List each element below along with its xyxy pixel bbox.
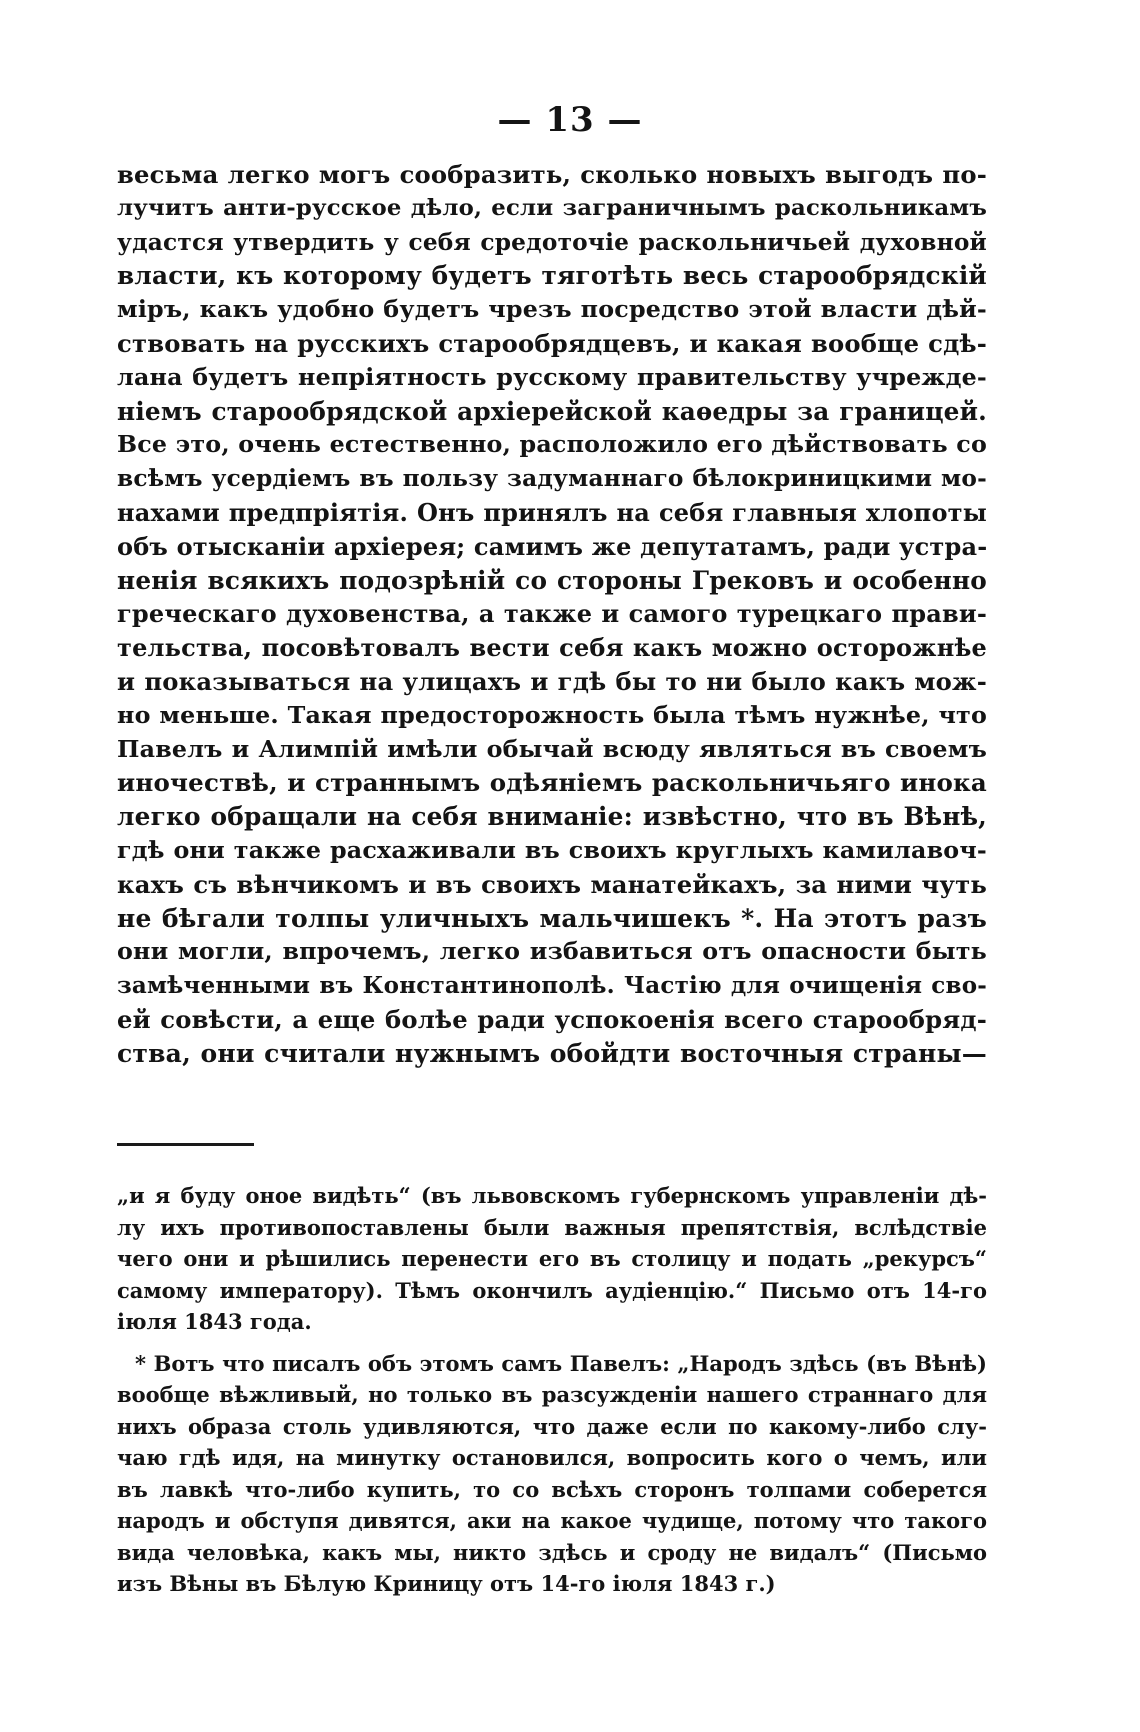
- text-line: греческаго духовенства, а также и самого турецкаго прави-: [117, 599, 987, 629]
- text-line: и показываться на улицахъ и гдѣ бы то ни было какъ мож-: [117, 666, 987, 696]
- footnote-divider: [117, 1143, 254, 1146]
- text-line: но меньше. Такая предосторожность была тѣмъ нужнѣе, что: [117, 700, 987, 729]
- footnote-line: вообще вѣжливый, но только въ разсужденіи нашего страннаго для: [117, 1382, 987, 1407]
- footnote-line: изъ Вѣны въ Бѣлую Криницу отъ 14-го іюля 1843 г.): [117, 1571, 776, 1596]
- text-line: нахами предпріятія. Онъ принялъ на себя главныя хлопоты: [117, 497, 987, 527]
- footnote-line: народъ и обступя дивятся, аки на какое чудище, потому что такого: [117, 1508, 987, 1533]
- text-line: тельства, посовѣтовалъ вести себя какъ можно осторожнѣе: [117, 633, 987, 663]
- footnote-line: нихъ образа столь удивляются, что даже если по какому-либо слу-: [117, 1413, 987, 1439]
- footnote-line: самому императору). Тѣмъ окончилъ аудіенцію.“ Письмо отъ 14-го: [117, 1277, 987, 1303]
- text-line: ства, они считали нужнымъ обойдти восточныя страны—: [117, 1038, 987, 1068]
- text-line: лана будетъ непріятность русскому правительству учрежде-: [117, 362, 987, 391]
- footnote-line: вида человѣка, какъ мы, никто здѣсь и сроду не видалъ“ (Письмо: [117, 1539, 987, 1565]
- footnote-line: * Вотъ что писалъ объ этомъ самъ Павелъ: „Народъ здѣсь (въ Вѣнѣ): [135, 1350, 987, 1376]
- text-line: ненія всякихъ подозрѣній со стороны Грековъ и особенно: [117, 565, 987, 595]
- footnote-line: чаю гдѣ идя, на минутку остановился, вопросить кого о чемъ, или: [117, 1445, 987, 1470]
- text-line: міръ, какъ удобно будетъ чрезъ посредство этой власти дѣй-: [117, 295, 987, 324]
- page-number: — 13 —: [497, 100, 643, 140]
- text-line: объ отысканіи архіерея; самимъ же депутатамъ, ради устра-: [117, 531, 988, 561]
- footnote-line: лу ихъ противопоставлены были важныя препятствія, вслѣдствіе: [117, 1214, 987, 1240]
- text-line: легко обращали на себя вниманіе: извѣстно, что въ Вѣнѣ,: [117, 802, 987, 832]
- text-line: они могли, впрочемъ, легко избавиться отъ опасности быть: [117, 937, 987, 966]
- footnote-line: чего они и рѣшились перенести его въ столицу и подать „рекурсъ“: [117, 1246, 987, 1271]
- main-text: [117, 158, 987, 1071]
- footnotes: [117, 1180, 987, 1600]
- text-line: лучитъ анти-русское дѣло, если заграничнымъ раскольникамъ: [117, 194, 987, 221]
- footnote-line: „и я буду оное видѣть“ (въ львовскомъ губернскомъ управленіи дѣ-: [117, 1183, 987, 1208]
- text-line: гдѣ они также расхаживали въ своихъ круглыхъ камилавоч-: [117, 835, 987, 864]
- text-line: ствовать на русскихъ старообрядцевъ, и какая вообще сдѣ-: [117, 328, 987, 358]
- text-line: ей совѣсти, а еще болѣе ради успокоенія всего старообряд-: [117, 1004, 987, 1034]
- text-line: кахъ съ вѣнчикомъ и въ своихъ манатейкахъ, за ними чуть: [117, 869, 987, 899]
- text-line: Павелъ и Алимпій имѣли обычай всюду являться въ своемъ: [117, 734, 987, 763]
- text-line: весьма легко могъ сообразить, сколько новыхъ выгодъ по-: [117, 160, 987, 189]
- text-line: не бѣгали толпы уличныхъ мальчишекъ *. На этотъ разъ: [117, 903, 987, 933]
- text-line: Все это, очень естественно, расположило его дѣйствовать со: [117, 430, 987, 459]
- text-line: удастся утвердить у себя средоточіе раскольничьей духовной: [117, 228, 987, 256]
- text-line: власти, къ которому будетъ тяготѣть весь старообрядскій: [117, 261, 987, 291]
- footnote-line: іюля 1843 года.: [117, 1309, 312, 1334]
- footnote-line: въ лавкѣ что-либо купить, то со всѣхъ сторонъ толпами соберется: [117, 1476, 987, 1502]
- text-line: иночествѣ, и страннымъ одѣяніемъ раскольничьяго инока: [117, 768, 987, 798]
- text-line: замѣченными въ Константинополѣ. Частію для очищенія сво-: [117, 972, 987, 1000]
- text-line: ніемъ старообрядской архіерейской каѳедры за границей.: [117, 396, 987, 426]
- text-line: всѣмъ усердіемъ въ пользу задуманнаго бѣлокриницкими мо-: [117, 465, 987, 493]
